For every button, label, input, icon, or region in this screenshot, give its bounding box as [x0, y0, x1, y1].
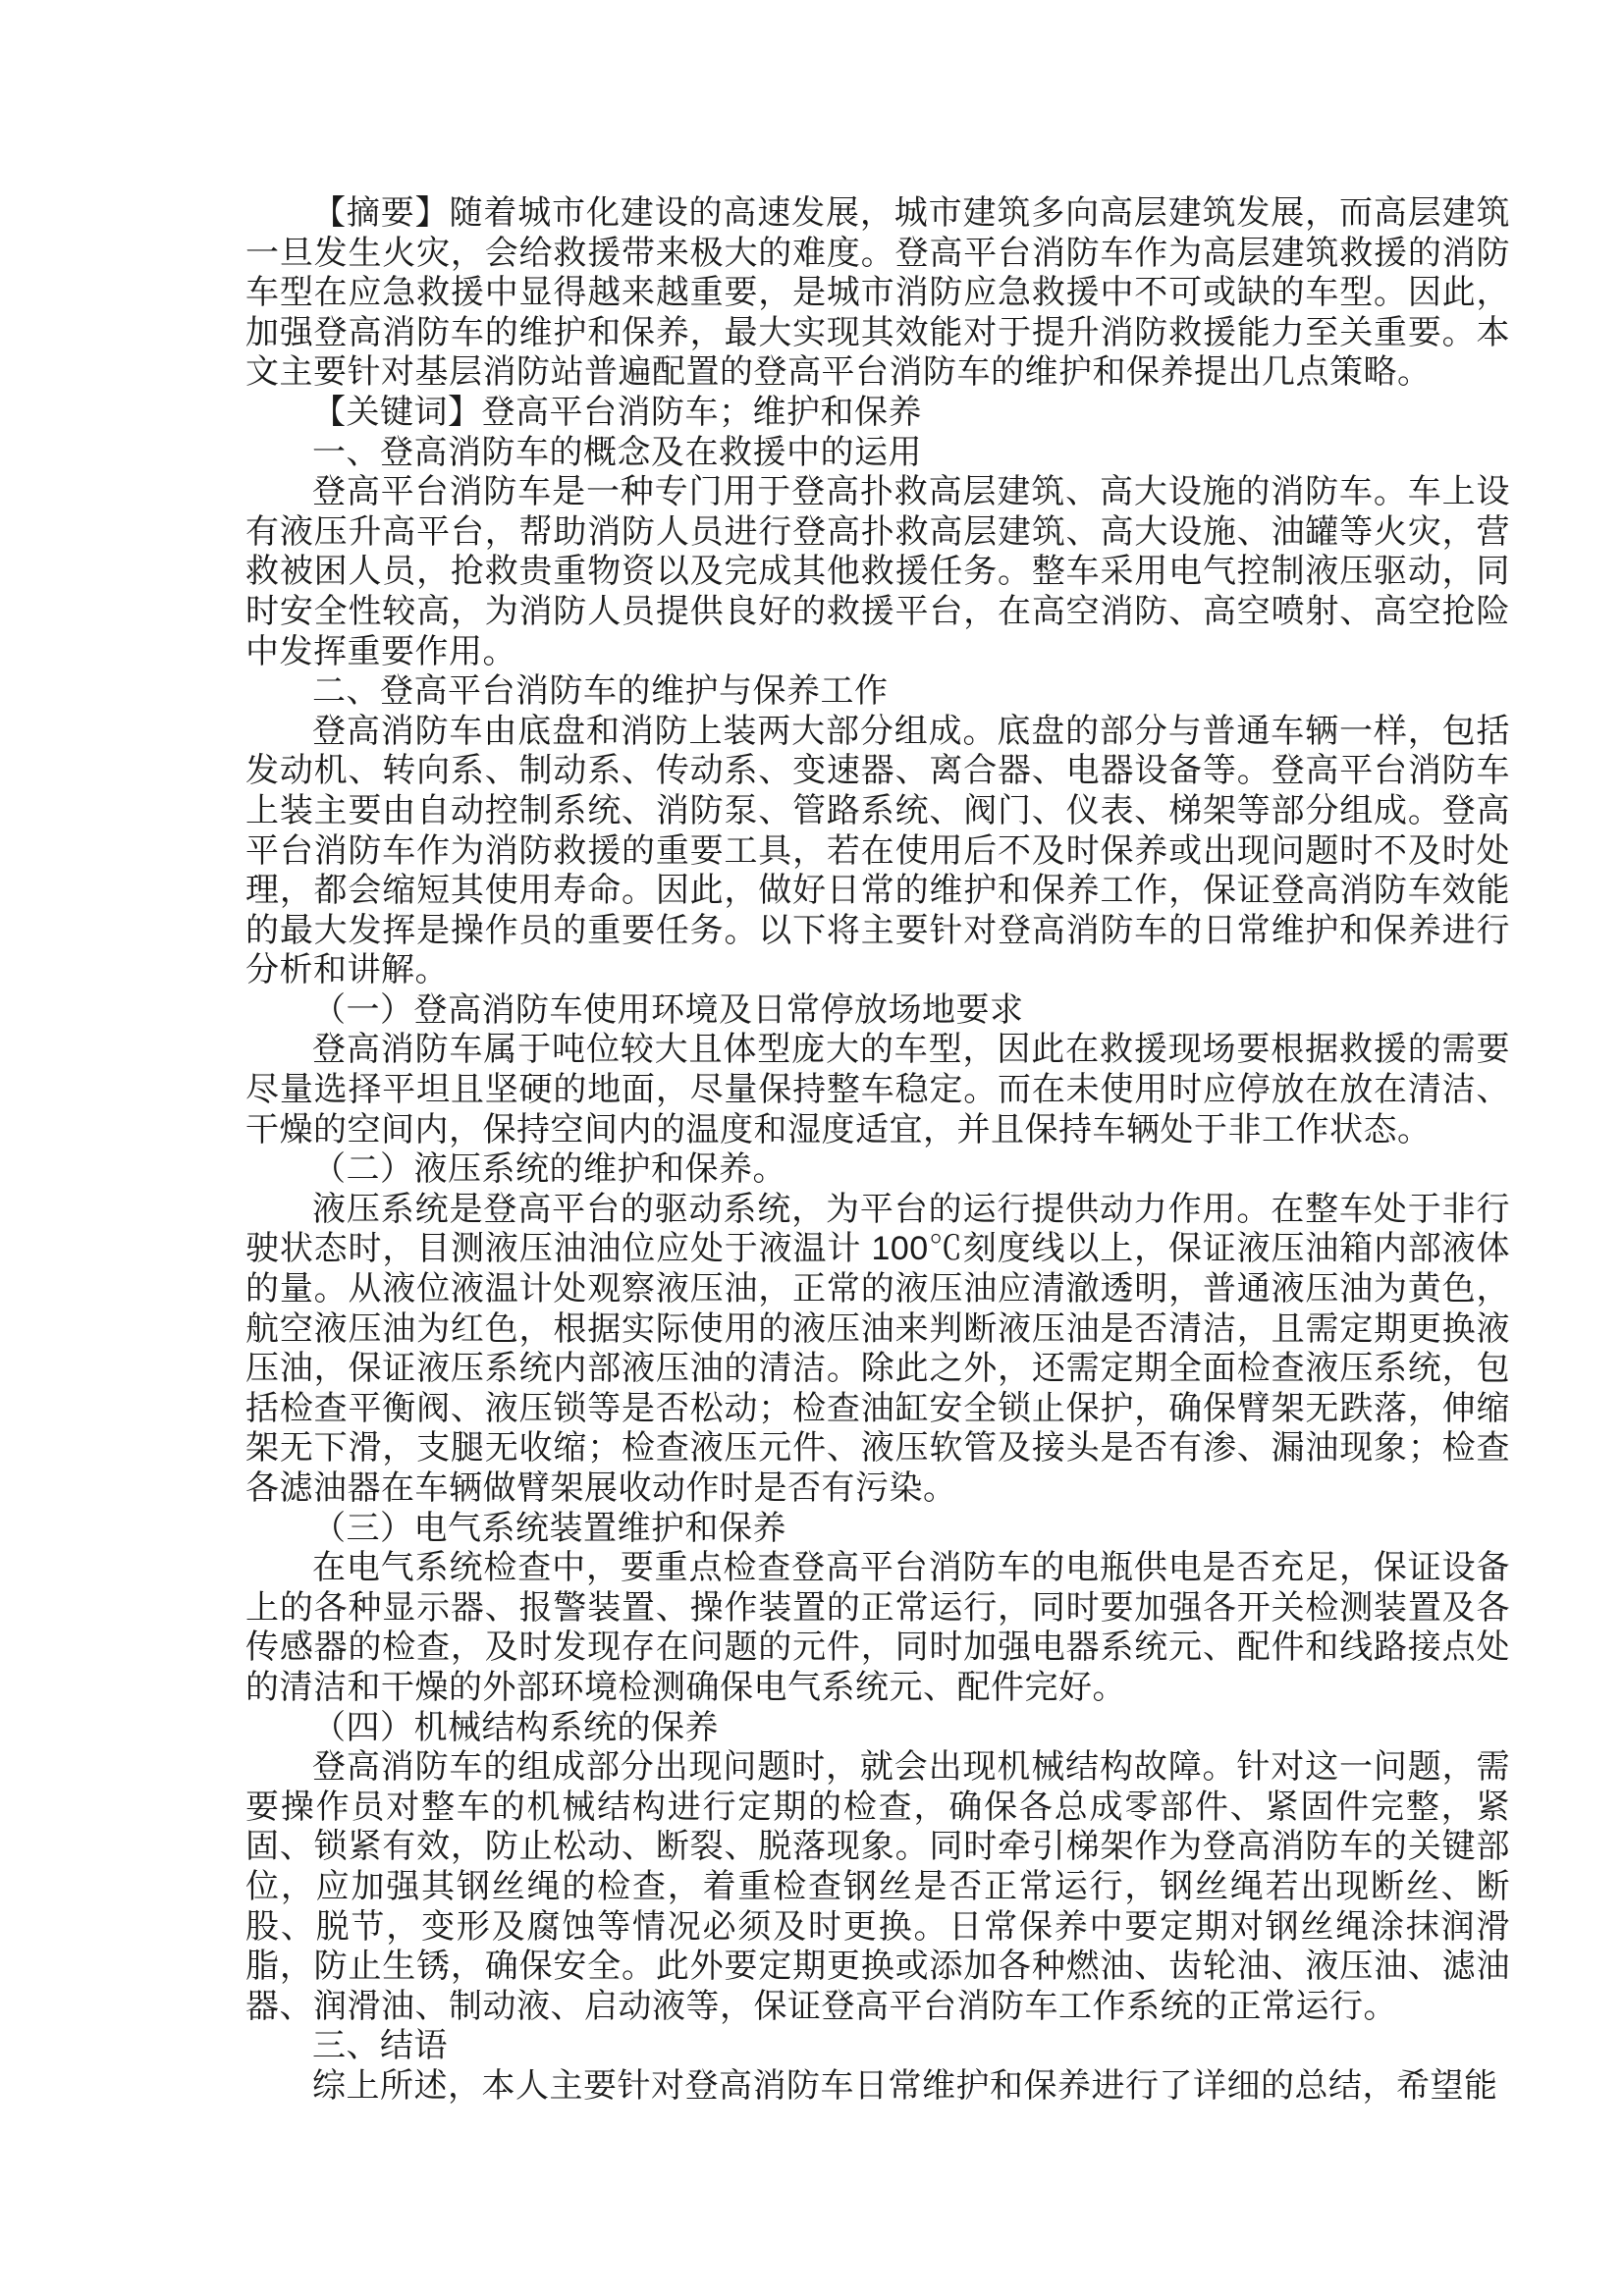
subsection-heading-2-2: （二）液压系统的维护和保养。 — [312, 1150, 786, 1189]
subsection-heading-2-1: （一）登高消防车使用环境及日常停放场地要求 — [312, 990, 1024, 1029]
keywords-paragraph: 【关键词】登高平台消防车；维护和保养 — [312, 393, 922, 431]
subsection-2-4-paragraph: 登高消防车的组成部分出现问题时，就会出现机械结构故障。针对这一问题，需要操作员对整车的机械结构进行定期的检查，确保各总成零部件、紧固件完整，紧固、锁紧有效，防止松动、断裂、脱落现象。同时牵引梯架作为登高消防车的关键部位，应加强其钢丝绳的检查，着重检查钢丝是否正常运行，钢丝绳若出现断丝、断股、脱节，变形及腐蚀等情况必须及时更换。日常保养中要定期对钢丝绳涂抹润滑脂，防止生锈，确保安全。此外要定期更换或添加各种燃油、齿轮油、液压油、滤油器、润滑油、制动液、启动液等，保证登高平台消防车工作系统的正常运行。 — [245, 1748, 1510, 2025]
subsection-heading-2-4: （四）机械结构系统的保养 — [312, 1708, 719, 1746]
section2-intro-paragraph: 登高消防车由底盘和消防上装两大部分组成。底盘的部分与普通车辆一样，包括发动机、转向系、制动系、传动系、变速器、离合器、电器设备等。登高平台消防车上装主要由自动控制系统、消防泵、管路系统、阀门、仪表、梯架等部分组成。登高平台消防车作为消防救援的重要工具，若在使用后不及时保养或出现问题时不及时处理，都会缩短其使用寿命。因此，做好日常的维护和保养工作，保证登高消防车效能的最大发挥是操作员的重要任务。以下将主要针对登高消防车的日常维护和保养进行分析和讲解。 — [245, 712, 1510, 989]
subsection-2-3-paragraph: 在电气系统检查中，要重点检查登高平台消防车的电瓶供电是否充足，保证设备上的各种显示器、报警装置、操作装置的正常运行，同时要加强各开关检测装置及各传感器的检查，及时发现存在问题的元件，同时加强电器系统元、配件和线路接点处的清洁和干燥的外部环境检测确保电气系统元、配件完好。 — [245, 1549, 1510, 1706]
abstract-paragraph: 【摘要】随着城市化建设的高速发展，城市建筑多向高层建筑发展，而高层建筑一旦发生火灾，会给救援带来极大的难度。登高平台消防车作为高层建筑救援的消防车型在应急救援中显得越来越重要，是城市消防应急救援中不可或缺的车型。因此，加强登高消防车的维护和保养，最大实现其效能对于提升消防救援能力至关重要。本文主要针对基层消防站普遍配置的登高平台消防车的维护和保养提出几点策略。 — [245, 194, 1510, 392]
text-column — [245, 193, 1510, 2107]
subsection-2-2-paragraph: 液压系统是登高平台的驱动系统，为平台的运行提供动力作用。在整车处于非行驶状态时，目测液压油油位应处于液温计 100℃刻度线以上，保证液压油箱内部液体的量。从液位液温计处观察液压油，正常的液压油应清澈透明，普通液压油为黄色，航空液压油为红色，根据实际使用的液压油来判断液压油是否清洁，且需定期更换液压油，保证液压系统内部液压油的清洁。除此之外，还需定期全面检查液压系统，包括检查平衡阀、液压锁等是否松动；检查油缸安全锁止保护，确保臂架无跌落，伸缩架无下滑，支腿无收缩；检查液压元件、液压软管及接头是否有渗、漏油现象；检查各滤油器在车辆做臂架展收动作时是否有污染。 — [245, 1190, 1510, 1507]
section-heading-3: 三、结语 — [312, 2027, 448, 2065]
section-heading-2: 二、登高平台消防车的维护与保养工作 — [312, 672, 889, 711]
subsection-2-1-paragraph: 登高消防车属于吨位较大且体型庞大的车型，因此在救援现场要根据救援的需要尽量选择平坦且坚硬的地面，尽量保持整车稳定。而在未使用时应停放在放在清洁、干燥的空间内，保持空间内的温度和湿度适宜，并且保持车辆处于非工作状态。 — [245, 1031, 1510, 1148]
section1-body-paragraph: 登高平台消防车是一种专门用于登高扑救高层建筑、高大设施的消防车。车上设有液压升高平台，帮助消防人员进行登高扑救高层建筑、高大设施、油罐等火灾，营救被困人员，抢救贵重物资以及完成其他救援任务。整车采用电气控制液压驱动，同时安全性较高，为消防人员提供良好的救援平台，在高空消防、高空喷射、高空抢险中发挥重要作用。 — [245, 473, 1510, 670]
section-heading-1: 一、登高消防车的概念及在救援中的运用 — [312, 433, 922, 471]
conclusion-paragraph: 综上所述，本人主要针对登高消防车日常维护和保养进行了详细的总结，希望能 — [312, 2066, 1498, 2105]
subsection-heading-2-3: （三）电气系统装置维护和保养 — [312, 1509, 786, 1547]
